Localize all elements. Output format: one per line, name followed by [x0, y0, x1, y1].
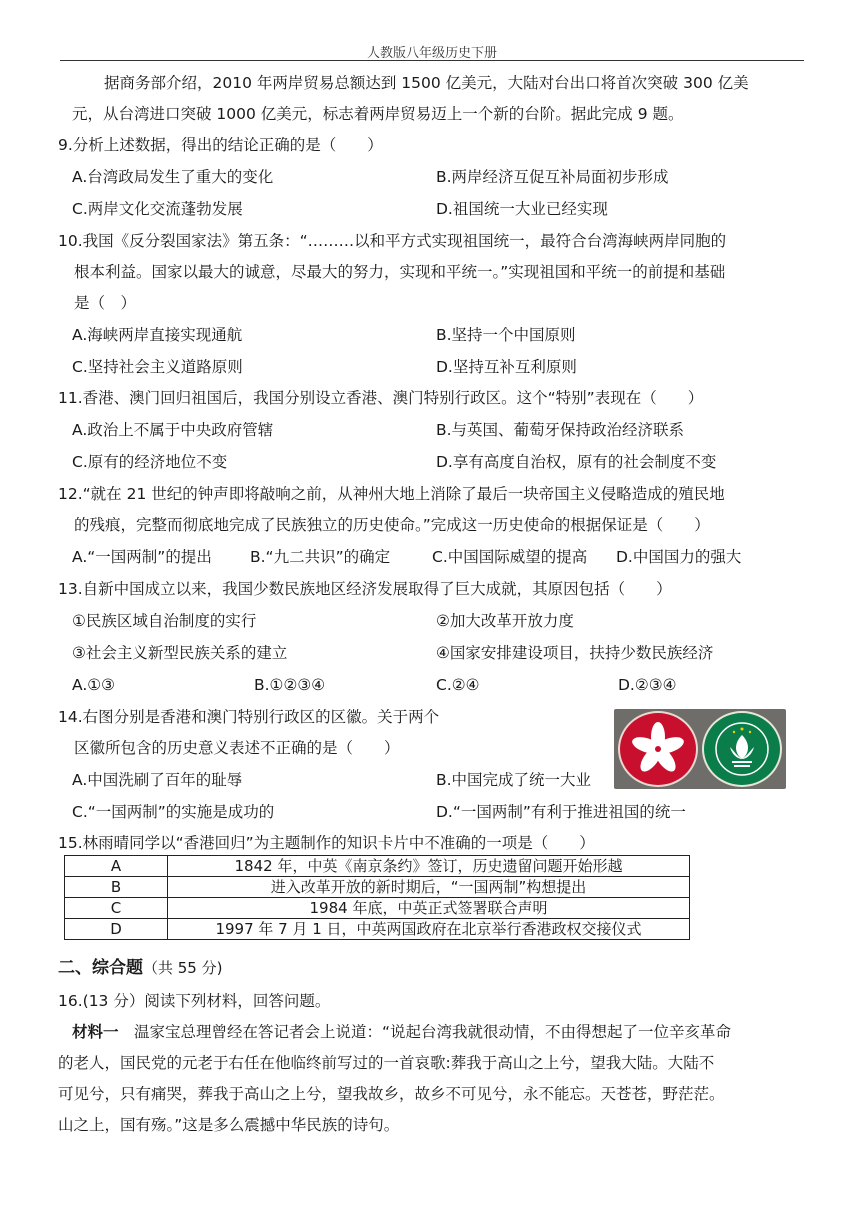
section-2-title: 二、综合题 [58, 958, 143, 978]
row-text: 1997 年 7 月 1 日，中英两国政府在北京举行香港政权交接仪式 [168, 919, 690, 940]
q14-option-d: D.“一国两制”有利于推进祖国的统一 [436, 803, 686, 821]
q14-option-c: C.“一国两制”的实施是成功的 [72, 803, 275, 821]
macau-emblem [702, 711, 782, 787]
q10-option-d: D.坚持互补互利原则 [436, 358, 577, 376]
material-label: 材料一 [72, 1023, 119, 1041]
q13-item-3: ③社会主义新型民族关系的建立 [72, 644, 288, 662]
row-text: 1842 年，中英《南京条约》签订，历史遗留问题开始形越 [168, 856, 690, 877]
intro-line-1: 据商务部介绍，2010 年两岸贸易总额达到 1500 亿美元，大陆对台出口将首次突破 300 亿美 [104, 74, 749, 92]
page-header: 人教版八年级历史下册 [366, 46, 497, 61]
q14-line-2: 区徽所包含的历史意义表述不正确的是（ ） [74, 739, 400, 757]
q13-option-c: C.②④ [436, 676, 480, 694]
q14-line-1: 14.右图分别是香港和澳门特别行政区的区徽。关于两个 [58, 708, 440, 726]
q15-stem: 15.林雨晴同学以“香港回归”为主题制作的知识卡片中不准确的一项是（ ） [58, 834, 595, 852]
row-text: 1984 年底，中英正式签署联合声明 [168, 898, 690, 919]
q14-option-b: B.中国完成了统一大业 [436, 771, 592, 789]
q11-stem: 11.香港、澳门回归祖国后，我国分别设立香港、澳门特别行政区。这个“特别”表现在（ ） [58, 389, 704, 407]
q9-option-d: D.祖国统一大业已经实现 [436, 200, 608, 218]
q12-option-d: D.中国国力的强大 [616, 548, 742, 566]
q16-material-1-line-1 [72, 1021, 731, 1043]
q16-material-1-line-3: 可见兮，只有痛哭，葬我于高山之上兮，望我故乡，故乡不可见兮，永不能忘。天苍苍，野茫茫。 [58, 1085, 725, 1103]
row-key: A [65, 856, 168, 877]
section-2-heading [58, 957, 222, 979]
hong-kong-emblem [618, 711, 698, 787]
q12-line-1: 12.“就在 21 世纪的钟声即将敲响之前，从神州大地上消除了最后一块帝国主义侵略造成的殖民地 [58, 485, 725, 503]
q13-option-b: B.①②③④ [254, 676, 326, 694]
q13-item-1: ①民族区域自治制度的实行 [72, 612, 257, 630]
q13-item-2: ②加大改革开放力度 [436, 612, 574, 630]
q10-line-2: 根本利益。国家以最大的诚意，尽最大的努力，实现和平统一。”实现祖国和平统一的前提和基础 [74, 263, 726, 281]
q9-option-b: B.两岸经济互促互补局面初步形成 [436, 168, 669, 186]
table-row [65, 919, 690, 940]
q13-option-d: D.②③④ [618, 676, 677, 694]
row-key: B [65, 877, 168, 898]
q10-line-1: 10.我国《反分裂国家法》第五条：“………以和平方式实现祖国统一，最符合台湾海峡两岸同胞的 [58, 232, 727, 250]
q13-item-4: ④国家安排建设项目，扶持少数民族经济 [436, 644, 714, 662]
q16-material-1-line-4: 山之上，国有殇。”这是多么震撼中华民族的诗句。 [58, 1116, 400, 1134]
q16-material-1-line-2: 的老人，国民党的元老于右任在他临终前写过的一首哀歌:葬我于高山之上兮，望我大陆。大陆不 [58, 1054, 715, 1072]
q12-line-2: 的残痕，完整而彻底地完成了民族独立的历史使命。”完成这一历史使命的根据保证是（ ） [74, 516, 710, 534]
q12-option-b: B.“九二共识”的确定 [250, 548, 391, 566]
region-emblems-image [614, 709, 786, 789]
row-text: 进入改革开放的新时期后，“一国两制”构想提出 [168, 877, 690, 898]
q9-option-a: A.台湾政局发生了重大的变化 [72, 168, 274, 186]
material-text: 温家宝总理曾经在答记者会上说道：“说起台湾我就很动情，不由得想起了一位辛亥革命 [134, 1023, 732, 1041]
q11-option-d: D.享有高度自治权，原有的社会制度不变 [436, 453, 717, 471]
q10-option-c: C.坚持社会主义道路原则 [72, 358, 243, 376]
q11-option-c: C.原有的经济地位不变 [72, 453, 228, 471]
q9-option-c: C.两岸文化交流蓬勃发展 [72, 200, 243, 218]
header-divider [60, 60, 804, 61]
q14-option-a: A.中国洗刷了百年的耻辱 [72, 771, 243, 789]
q16-stem: 16.(13 分）阅读下列材料，回答问题。 [58, 992, 331, 1010]
q10-option-b: B.坚持一个中国原则 [436, 326, 576, 344]
q12-option-c: C.中国国际威望的提高 [432, 548, 588, 566]
q10-option-a: A.海峡两岸直接实现通航 [72, 326, 243, 344]
q11-option-b: B.与英国、葡萄牙保持政治经济联系 [436, 421, 685, 439]
q11-option-a: A.政治上不属于中央政府管辖 [72, 421, 274, 439]
row-key: C [65, 898, 168, 919]
q9-stem: 9.分析上述数据，得出的结论正确的是（ ） [58, 136, 383, 154]
intro-line-2: 元，从台湾进口突破 1000 亿美元，标志着两岸贸易迈上一个新的台阶。据此完成 9 题。 [72, 105, 684, 123]
row-key: D [65, 919, 168, 940]
q12-option-a: A.“一国两制”的提出 [72, 548, 212, 566]
table-row [65, 856, 690, 877]
q10-line-3: 是（ ） [74, 294, 137, 312]
q13-stem: 13.自新中国成立以来，我国少数民族地区经济发展取得了巨大成就，其原因包括（ ） [58, 580, 672, 598]
table-row [65, 877, 690, 898]
knowledge-card-table [64, 855, 690, 940]
table-row [65, 898, 690, 919]
section-2-score: （共 55 分) [143, 959, 223, 977]
q13-option-a: A.①③ [72, 676, 116, 694]
